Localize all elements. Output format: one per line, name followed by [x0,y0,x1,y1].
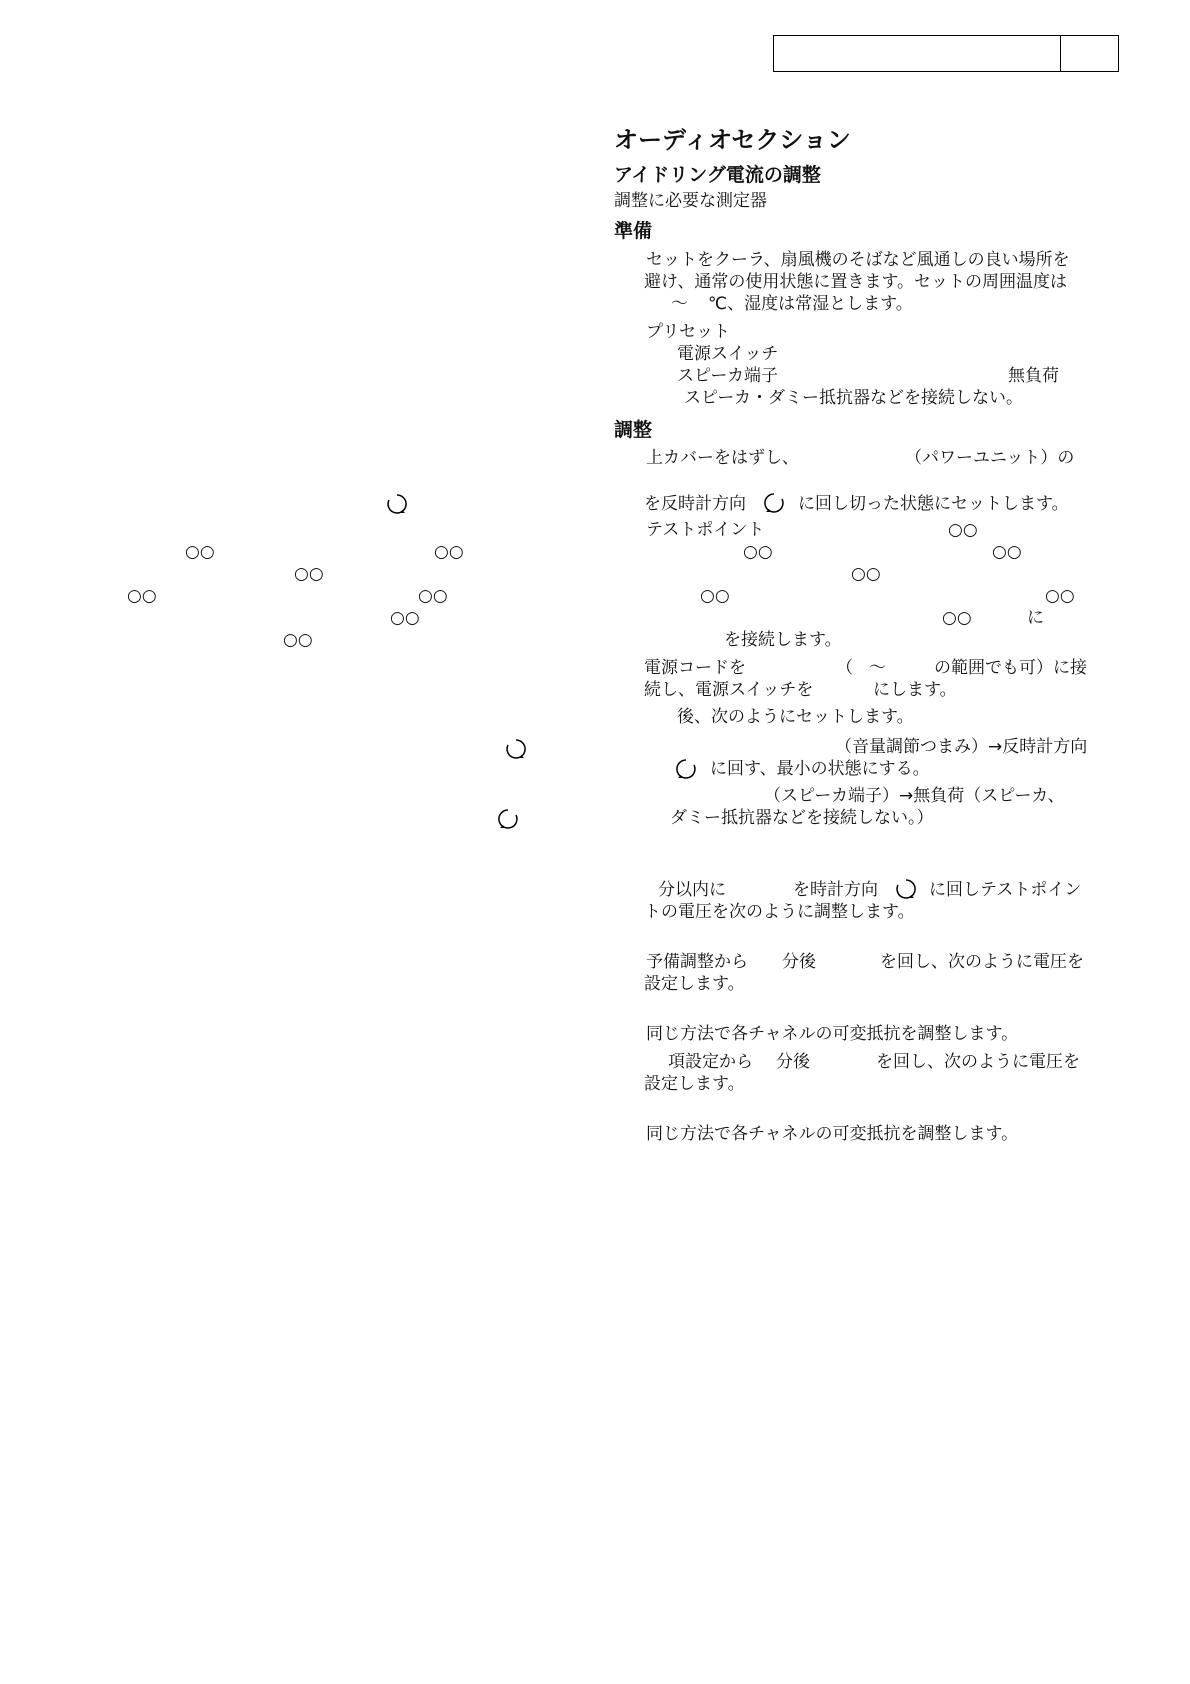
cord-c: ～ [869,658,886,678]
preset-no-load: 無負荷 [1008,366,1059,386]
tp-ni: に [1027,608,1044,628]
counterclockwise-rotation-icon [763,492,785,514]
tp-mark-6: ○○ [1045,586,1075,606]
item-c: を回し、次のように電圧を [876,1052,1080,1072]
item-d: 設定します。 [644,1074,745,1094]
header-box-model [773,35,1061,72]
diagram-mark-7: ○○ [283,630,313,650]
diagram-mark-6: ○○ [390,608,420,628]
same-method-2: 同じ方法で各チャネルの可変抵抗を調整します。 [646,1124,1019,1144]
adjust-line-1a: 上カバーをはずし、 [646,448,799,468]
cord-a: 電源コードを [644,658,746,678]
tp-mark-5: ○○ [700,586,730,606]
diagram-mark-5: ○○ [418,586,448,606]
prep-line-1: セットをクーラ、扇風機のそばなど風通しの良い場所を [646,250,1070,270]
instruments-label: 調整に必要な測定器 [614,191,767,211]
diagram-mark-3: ○○ [294,564,324,584]
within-c: に回しテストポイン [929,880,1082,900]
counterclockwise-rotation-icon [675,758,697,780]
tp-mark-2: ○○ [743,542,773,562]
preset-power-switch: 電源スイッチ [677,344,779,364]
same-method-1: 同じ方法で各チャネルの可変抵抗を調整します。 [646,1024,1019,1044]
prep-range-tilde: ～ [671,294,688,314]
preset-note: スピーカ・ダミー抵抗器などを接続しない。 [684,388,1023,408]
cord-d: の範囲でも可）に接 [934,658,1087,678]
diagram-mark-1: ○○ [185,542,215,562]
prep-heading: 準備 [614,220,653,242]
subsection-title: アイドリング電流の調整 [614,164,821,186]
vol-b: に回す、最小の状態にする。 [710,759,930,779]
tp-mark-3: ○○ [992,542,1022,562]
item-b: 分後 [776,1052,810,1072]
prep-line-3: ℃、湿度は常湿とします。 [708,294,913,314]
testpoint-label: テストポイント [646,520,765,540]
preset-label: プリセット [646,322,731,342]
tp-mark-7: ○○ [942,608,972,628]
within-a: 分以内に [658,880,726,900]
vol-a: （音量調節つまみ）→反時計方向 [835,737,1088,757]
pre-c: を回し、次のように電圧を [880,952,1084,972]
tp-connect: を接続します。 [724,630,842,650]
within-d: トの電圧を次のように調整します。 [644,902,915,922]
clockwise-rotation-icon [386,493,408,515]
clockwise-rotation-icon [895,878,917,900]
tp-mark-4: ○○ [851,564,881,584]
section-title: オーディオセクション [614,126,851,154]
spk-a: （スピーカ端子）→無負荷（スピーカ、 [764,786,1065,806]
cord-b: （ [836,658,853,678]
item-a: 項設定から [668,1052,753,1072]
cord-e: 続し、電源スイッチを [644,680,814,700]
diagram-mark-2: ○○ [434,542,464,562]
counterclockwise-rotation-icon [497,808,519,830]
adjust-heading: 調整 [614,419,653,441]
adjust-line-1b: （パワーユニット）の [905,448,1075,468]
within-b: を時計方向 [793,880,878,900]
preset-speaker-terminal: スピーカ端子 [677,366,778,386]
pre-b: 分後 [782,952,816,972]
spk-b: ダミー抵抗器などを接続しない。） [670,808,934,828]
cord-f: にします。 [873,680,957,700]
diagram-mark-4: ○○ [127,586,157,606]
clockwise-rotation-icon [505,738,527,760]
pre-a: 予備調整から [646,952,748,972]
adjust-line-2b: に回し切った状態にセットします。 [798,494,1069,514]
after-line: 後、次のようにセットします。 [677,707,914,727]
adjust-line-2a: を反時計方向 [644,494,746,514]
header-box-page [1060,35,1119,72]
tp-mark-1: ○○ [948,520,978,540]
prep-line-2: 避け、通常の使用状態に置きます。セットの周囲温度は [644,272,1067,292]
pre-d: 設定します。 [644,974,745,994]
